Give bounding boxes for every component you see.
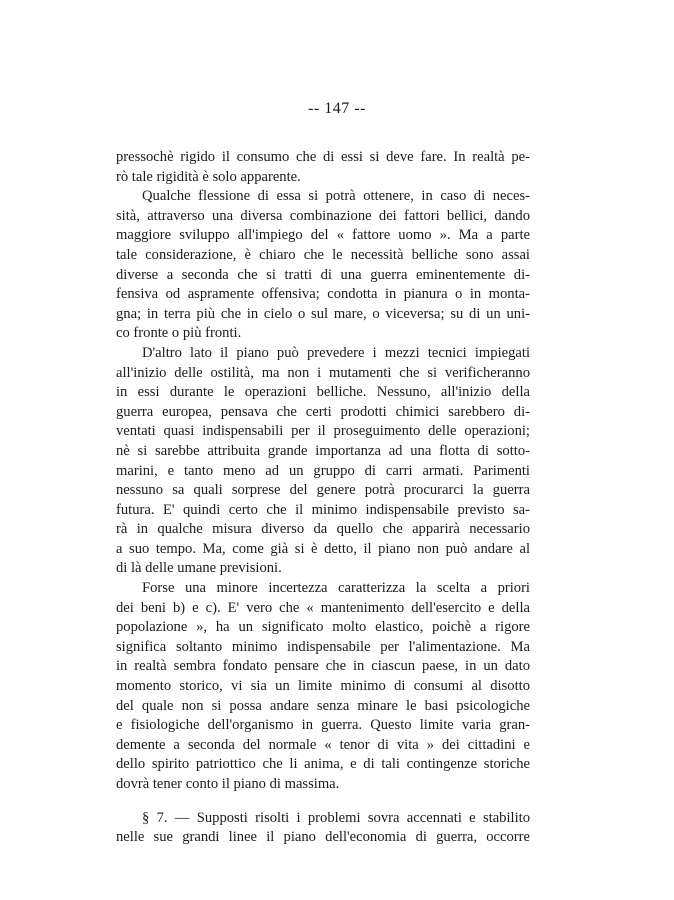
text-line: rà in qualche misura diverso da quello che apparirà necessario	[116, 521, 530, 538]
text-line: dei beni b) e c). E' vero che « mantenimento dell'esercito e della	[116, 599, 530, 616]
text-line: dovrà tener conto il piano di massima.	[116, 776, 340, 792]
text-line: futura. E' quindi certo che il minimo indispensabile previsto sa-	[116, 501, 530, 518]
page-number: -- 147 --	[308, 100, 366, 117]
text-line: ventati quasi indispensabili per il proseguimento delle operazioni;	[116, 423, 530, 440]
paragraph	[116, 187, 530, 344]
text-line: marini, e tanto meno ad un gruppo di carri armati. Parimenti	[116, 462, 530, 479]
text-line: momento storico, vi sia un limite minimo di consumi al disotto	[116, 678, 530, 695]
text-line: maggiore sviluppo all'impiego del « fattore uomo ». Ma a parte	[116, 227, 530, 244]
text-line: significa soltanto minimo indispensabile per l'alimentazione. Ma	[116, 638, 530, 655]
section-spacer	[116, 795, 530, 809]
text-line: pressochè rigido il consumo che di essi si deve fare. In realtà pe-	[116, 149, 530, 165]
paragraph	[116, 148, 530, 187]
text-line: nelle sue grandi linee il piano dell'economia di guerra, occorre	[116, 829, 530, 846]
text-line: guerra europea, pensava che certi prodotti chimici sarebbero di-	[116, 403, 530, 420]
text-line: popolazione », ha un significato molto elastico, poichè a rigore	[116, 619, 530, 636]
text-line: demente a seconda del normale « tenor di vita » dei cittadini e	[116, 736, 530, 753]
text-line: sità, attraverso una diversa combinazione dei fattori bellici, dando	[116, 207, 530, 224]
text-line: Qualche flessione di essa si potrà ottenere, in caso di neces-	[142, 188, 530, 205]
text-line: e fisiologiche dell'organismo in guerra. Questo limite varia gran-	[116, 717, 530, 734]
body-text	[116, 148, 530, 848]
text-line: nessuno sa quali sorprese del genere potrà procurarci la guerra	[116, 482, 530, 499]
text-line: all'inizio delle ostilità, ma non i mutamenti che si verificheranno	[116, 364, 530, 381]
text-line: in realtà sembra fondato pensare che in ciascun paese, in un dato	[116, 658, 530, 675]
text-line: diverse a seconda che si tratti di una guerra eminentemente di-	[116, 266, 530, 283]
text-line: di là delle umane previsioni.	[116, 560, 282, 577]
text-line: nè si sarebbe attribuita grande importanza ad una flotta di sotto-	[116, 442, 530, 459]
text-line: in essi durante le operazioni belliche. Nessuno, all'inizio della	[116, 384, 530, 401]
paragraph	[116, 579, 530, 795]
text-line: dello spirito patriottico che li anima, e di tali contingenze storiche	[116, 756, 530, 773]
text-line: D'altro lato il piano può prevedere i mezzi tecnici impiegati	[142, 344, 530, 361]
text-line: del quale non si possa andare senza minare le basi psicologiche	[116, 697, 530, 714]
text-line: tale considerazione, è chiaro che le necessità belliche sono assai	[116, 246, 530, 263]
text-line: gna; in terra più che in cielo o sul mare, o viceversa; su di un uni-	[116, 305, 530, 322]
text-line: rò tale rigidità è solo apparente.	[116, 168, 301, 185]
text-line: a suo tempo. Ma, come già si è detto, il piano non può andare al	[116, 540, 530, 557]
text-line: fensiva od aspramente offensiva; condotta in pianura o in monta-	[116, 286, 530, 303]
text-line: co fronte o più fronti.	[116, 325, 242, 342]
section-paragraph	[116, 809, 530, 848]
text-line: Forse una minore incertezza caratterizza la scelta a priori	[142, 580, 530, 597]
text-line: § 7. — Supposti risolti i problemi sovra accennati e stabilito	[142, 809, 530, 826]
paragraph	[116, 344, 530, 579]
